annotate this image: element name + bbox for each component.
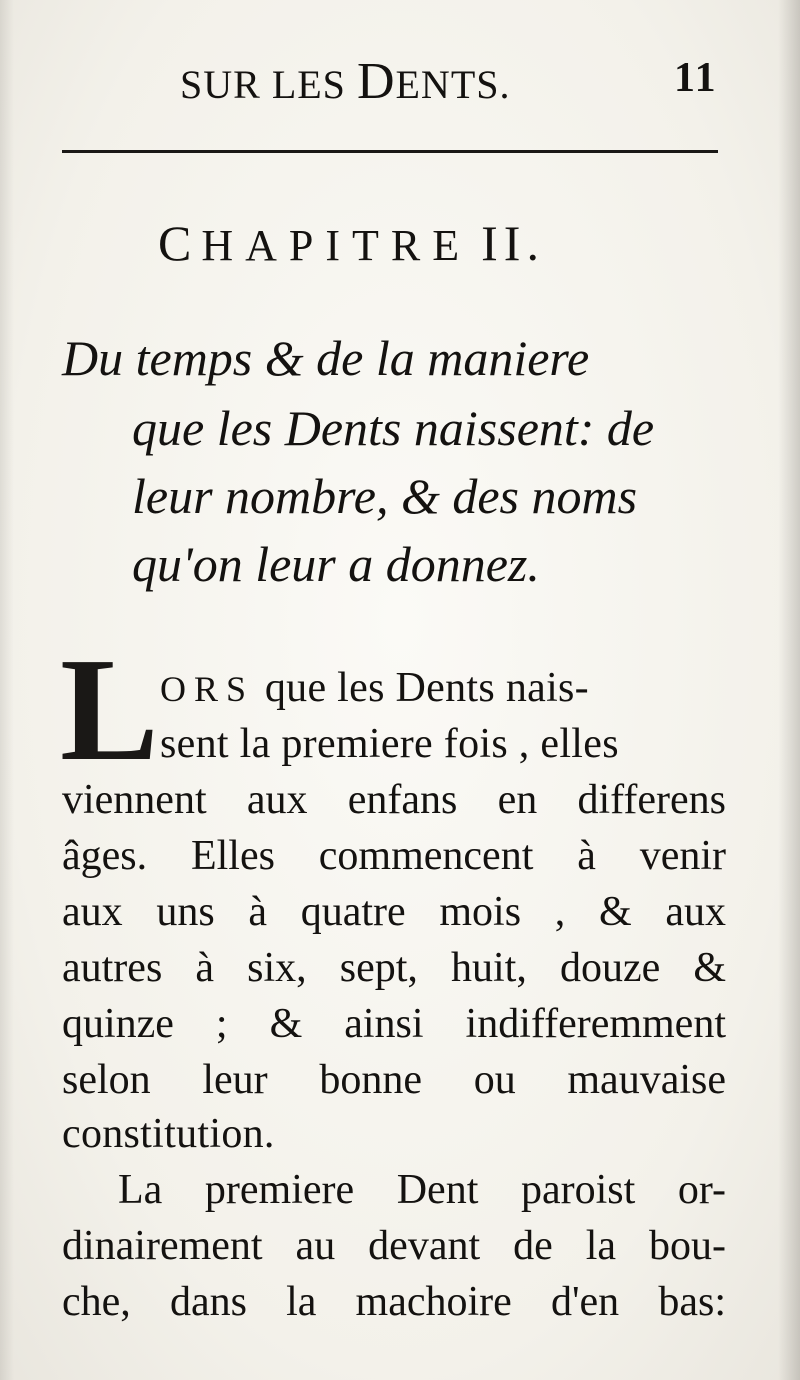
chapter-label-initial: C xyxy=(158,215,202,271)
paragraph2-line: che, dans la machoire d'en bas: xyxy=(62,1279,726,1325)
body-line-last: constitution. xyxy=(62,1111,275,1157)
chapter-label-rest: HAPITRE xyxy=(201,221,472,270)
body-line: selon leur bonne ou mauvaise xyxy=(62,1057,726,1103)
chapter-number: II. xyxy=(481,215,545,271)
running-head-prefix: SUR LES xyxy=(180,62,357,107)
paragraph2-first-line: La premiere Dent paroist or- xyxy=(118,1167,726,1213)
first-line-text: que les Dents nais- xyxy=(264,665,589,711)
body-line: aux uns à quatre mois , & aux xyxy=(62,889,726,935)
body-line: quinze ; & ainsi indifferemment xyxy=(62,1001,726,1047)
body-line-first xyxy=(160,660,589,717)
paragraph2-line: dinairement au devant de la bou- xyxy=(62,1223,726,1269)
body-line-second: sent la premiere fois , elles xyxy=(160,721,619,767)
header-rule xyxy=(62,150,718,153)
page-left-shadow xyxy=(0,0,14,1380)
body-line: viennent aux enfans en differens xyxy=(62,777,726,823)
chapter-title xyxy=(158,214,545,272)
chapter-heading-line: qu'on leur a donnez. xyxy=(132,536,540,592)
running-head-rest: ENTS. xyxy=(395,62,511,107)
chapter-heading-line: Du temps & de la maniere xyxy=(62,330,590,386)
body-line: autres à six, sept, huit, douze & xyxy=(62,945,726,991)
chapter-heading-line: que les Dents naissent: de xyxy=(132,400,655,456)
running-head-initial: D xyxy=(356,53,396,110)
first-word-smallcaps: ORS xyxy=(160,669,255,709)
running-head xyxy=(180,52,511,111)
page-number: 11 xyxy=(674,55,718,101)
chapter-heading-line: leur nombre, & des noms xyxy=(132,468,638,524)
body-line: âges. Elles commencent à venir xyxy=(62,833,726,879)
drop-cap: L xyxy=(60,628,159,792)
page-right-shadow xyxy=(778,0,800,1380)
